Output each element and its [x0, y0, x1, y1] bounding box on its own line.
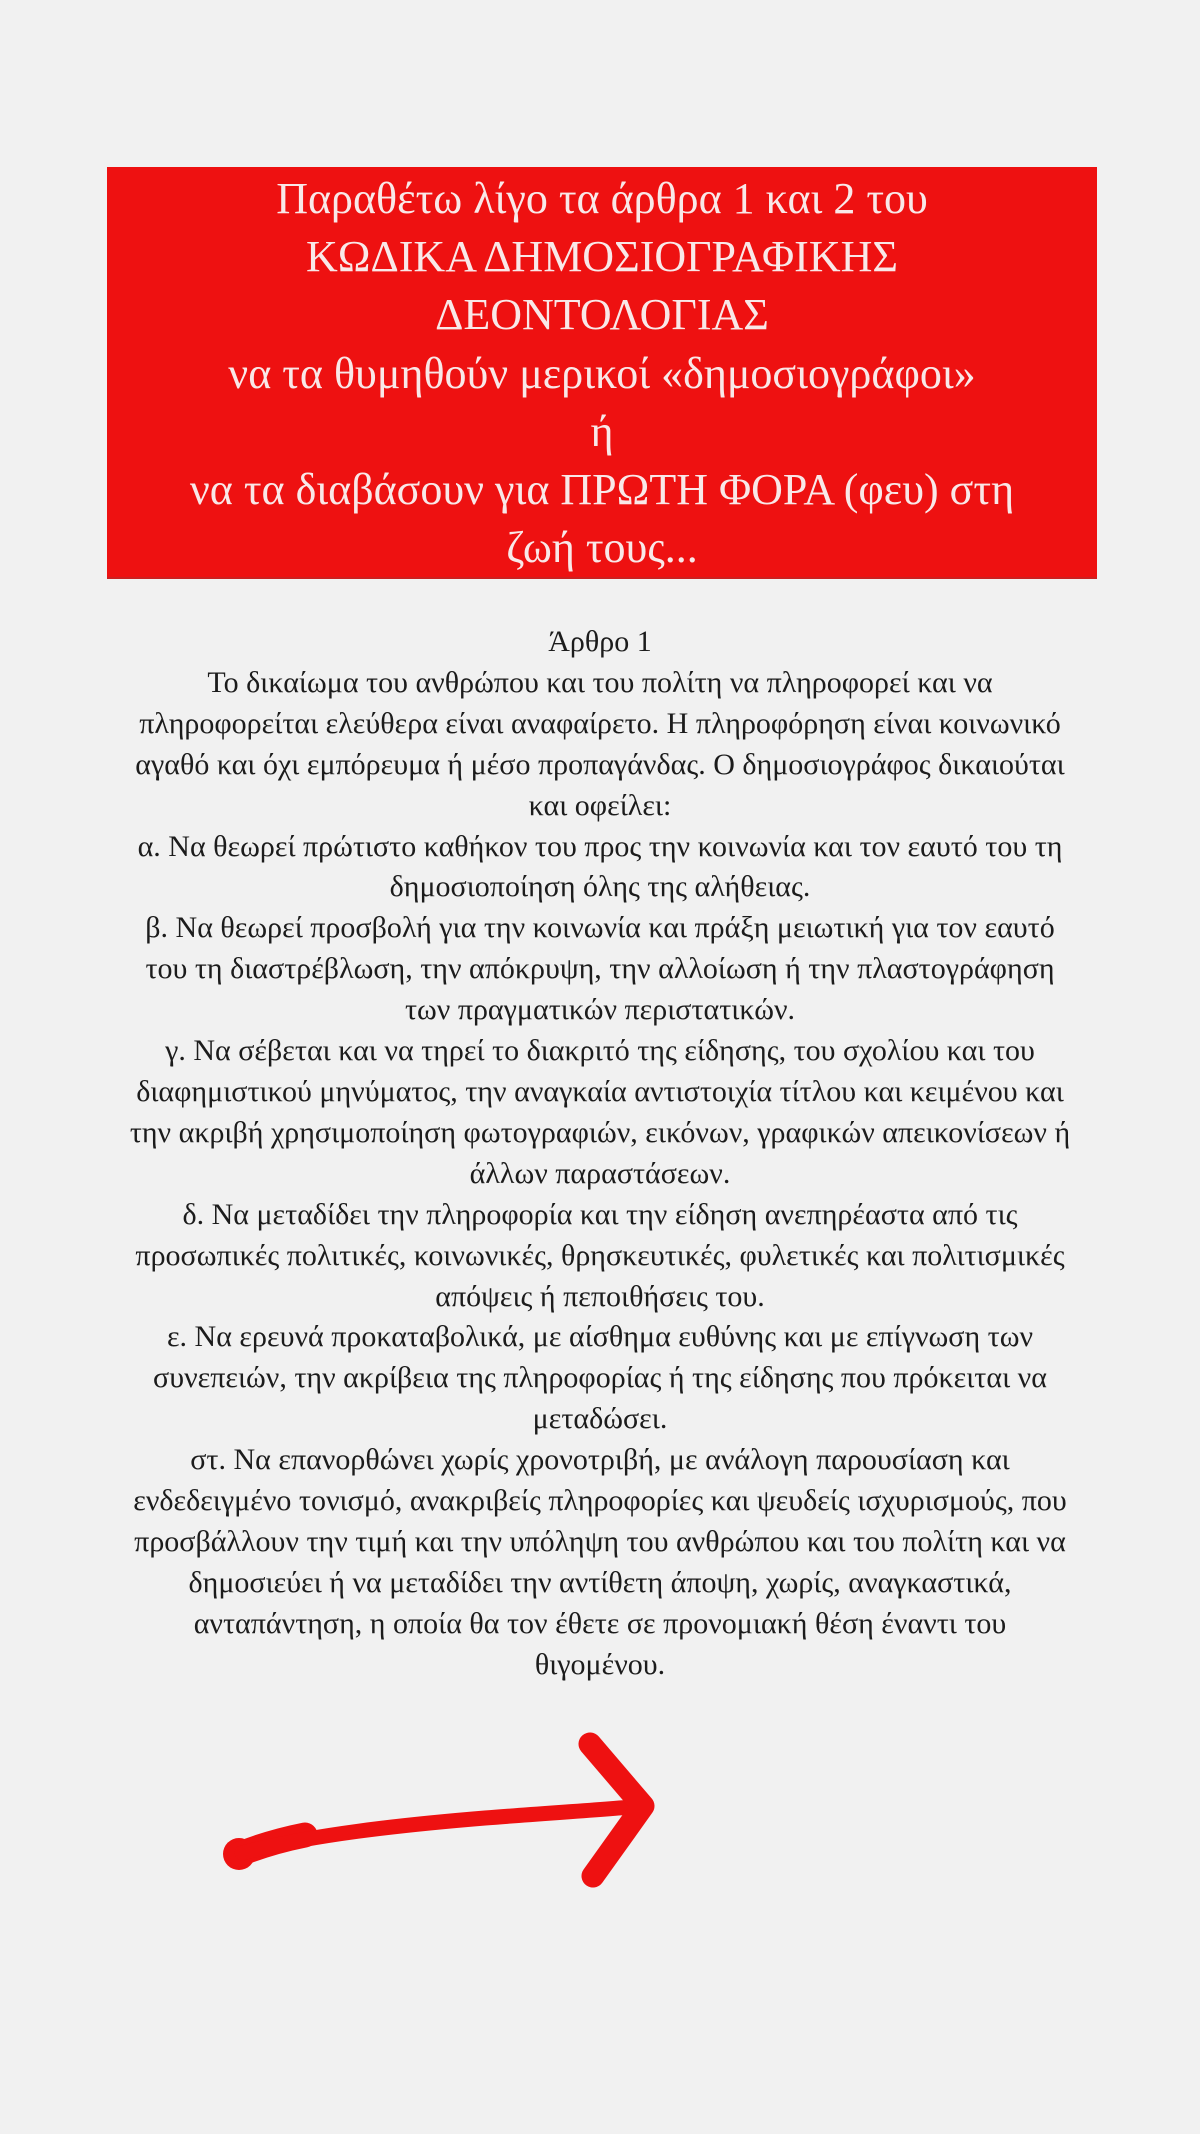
title-banner: Παραθέτω λίγο τα άρθρα 1 και 2 του ΚΩΔΙΚΑ ΔΗΜΟΣΙΟΓΡΑΦΙΚΗΣ ΔΕΟΝΤΟΛΟΓΙΑΣ να τα θυμηθούν μερικοί «δημοσιογράφοι» ή να τα διαβάσουν για ΠΡΩΤΗ ΦΟΡΑ (φευ) στη ζωή τους...: [107, 167, 1097, 579]
arrow-right-icon: [200, 1715, 680, 1905]
article-text: Άρθρο 1 Το δικαίωμα του ανθρώπου και του πολίτη να πληροφορεί και να πληροφορείται ελεύθερα είναι αναφαίρετο. Η πληροφόρηση είναι κοινωνικό αγαθό και όχι εμπόρευμα ή μέσο προπαγάνδας. Ο δημοσιογράφος δικαιούται και οφείλει: α. Να θεωρεί πρώτιστο καθήκον του προς την κοινωνία και τον εαυτό του τη δημοσιοποίηση όλης της αλήθειας. β. Να θεωρεί προσβολή για την κοινωνία και πράξη μειωτική για τον εαυτό του τη διαστρέβλωση, την απόκρυψη, την αλλοίωση ή την πλαστογράφηση των πραγματικών περιστατικών. γ. Να σέβεται και να τηρεί το διακριτό της είδησης, του σχολίου και του διαφημιστικού μηνύματος, την αναγκαία αντιστοιχία τίτλου και κειμένου και την ακριβή χρησιμοποίηση φωτογραφιών, εικόνων, γραφικών απεικονίσεων ή άλλων παραστάσεων. δ. Να μεταδίδει την πληροφορία και την είδηση ανεπηρέαστα από τις προσωπικές πολιτικές, κοινωνικές, θρησκευτικές, φυλετικές και πολιτισμικές απόψεις ή πεποιθήσεις του. ε. Να ερευνά προκαταβολικά, με αίσθημα ευθύνης και με επίγνωση των συνεπειών, την ακρίβεια της πληροφορίας ή της είδησης που πρόκειται να μεταδώσει. στ. Να επανορθώνει χωρίς χρονοτριβή, με ανάλογη παρουσίαση και ενδεδειγμένο τονισμό, ανακριβείς πληροφορίες και ψευδείς ισχυρισμούς, που προσβάλλουν την τιμή και την υπόληψη του ανθρώπου και του πολίτη και να δημοσιεύει ή να μεταδίδει την αντίθετη άποψη, χωρίς, αναγκαστικά, ανταπάντηση, η οποία θα τον έθετε σε προνομιακή θέση έναντι του θιγομένου.: [129, 625, 1071, 1681]
